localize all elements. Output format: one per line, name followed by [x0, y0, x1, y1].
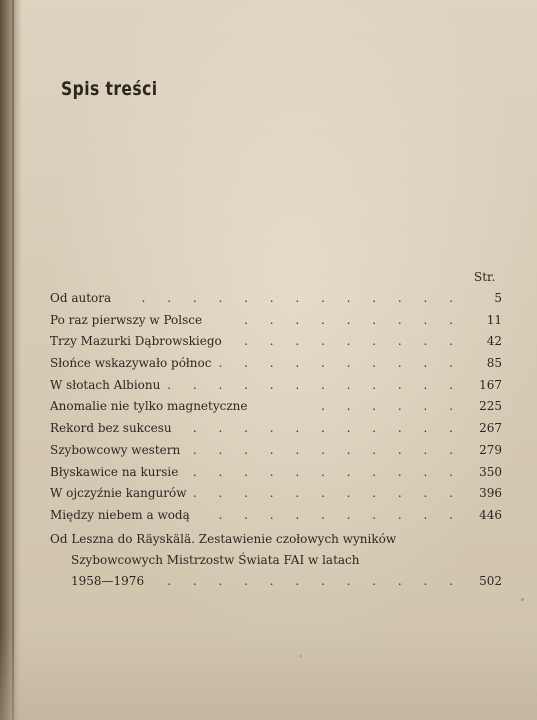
dot-leader: . . . . . . . . . .: [218, 507, 462, 522]
toc-entry: [50, 375, 502, 397]
toc-entry-page: 267: [479, 421, 502, 436]
binding-shadow: [0, 0, 22, 720]
dot-leader: . . . . . . . . . . . . .: [141, 291, 462, 305]
toc-entry-page: 396: [479, 486, 502, 501]
toc-entry: [50, 483, 502, 505]
toc-entry-multiline: [50, 529, 502, 593]
page-bottom-shade: [0, 630, 537, 720]
toc-entry-page: 167: [479, 377, 502, 392]
toc-entry: [50, 310, 502, 332]
paper-speck: [521, 598, 524, 601]
page-column-label: Str.: [474, 270, 496, 284]
dot-leader: . . . . . . . . . .: [218, 356, 462, 371]
toc-entry-page: 446: [479, 507, 502, 522]
toc-entry-page: 5: [494, 291, 502, 305]
toc-entry-page: 225: [479, 399, 502, 414]
dot-leader: . . . . . . . . . . .: [192, 442, 462, 457]
toc-entry-title: W ojczyźnie kangurów: [50, 486, 187, 501]
table-of-contents: [50, 288, 502, 592]
page-title: Spis treści: [61, 78, 158, 100]
toc-entry: [50, 353, 502, 375]
toc-entry-title: Po raz pierwszy w Polsce: [50, 312, 203, 327]
toc-entry-title: Szybowcowy western: [50, 442, 181, 457]
toc-entry-title-line: Od Leszna do Räyskälä. Zestawienie czołowych wyników: [50, 531, 397, 546]
toc-entry: [50, 288, 502, 310]
toc-entry-title: Anomalie nie tylko magnetyczne: [50, 399, 248, 414]
dot-leader: . . . . . . . . . . .: [192, 464, 462, 479]
toc-entry: [50, 440, 502, 462]
toc-entry: [50, 462, 502, 484]
toc-entry-title: Między niebem a wodą: [50, 507, 190, 522]
toc-entry-page: 350: [479, 464, 502, 479]
dot-leader: . . . . . . . . .: [244, 334, 462, 349]
toc-entry-page: 11: [486, 312, 502, 327]
toc-entry: [50, 505, 502, 527]
toc-entry-page: 42: [486, 334, 502, 349]
toc-entry-title: Rekord bez sukcesu: [50, 421, 172, 436]
toc-entry: [50, 331, 502, 353]
toc-entry: [50, 418, 502, 440]
toc-entry-page: 279: [479, 442, 502, 457]
toc-entry-page: 502: [479, 573, 502, 588]
toc-entry: [50, 396, 502, 418]
toc-entry-title: W słotach Albionu: [50, 377, 161, 392]
toc-entry-title: Błyskawice na kursie: [50, 464, 179, 479]
dot-leader: . . . . . . . . . . .: [192, 486, 462, 501]
toc-entry-title-line: Szybowcowych Mistrzostw Świata FAI w latach: [71, 552, 360, 567]
toc-entry-last-line: [50, 571, 502, 593]
toc-entry-title: Trzy Mazurki Dąbrowskiego: [50, 334, 222, 349]
dot-leader: . . . . . . . . . . . .: [167, 573, 462, 588]
toc-entry-title-line: 1958—1976: [71, 573, 145, 588]
spine-edge: [12, 0, 14, 720]
paper-speck: [300, 655, 302, 657]
dot-leader: . . . . . . . . .: [244, 312, 462, 327]
dot-leader: . . . . . . . . . . .: [192, 421, 462, 436]
toc-entry-title: Od autora: [50, 291, 112, 305]
dot-leader: . . . . . . . . . . . .: [167, 377, 462, 392]
toc-entry-title: Słońce wskazywało północ: [50, 356, 212, 371]
dot-leader: . . . . . .: [321, 399, 462, 414]
toc-entry-page: 85: [486, 356, 502, 371]
